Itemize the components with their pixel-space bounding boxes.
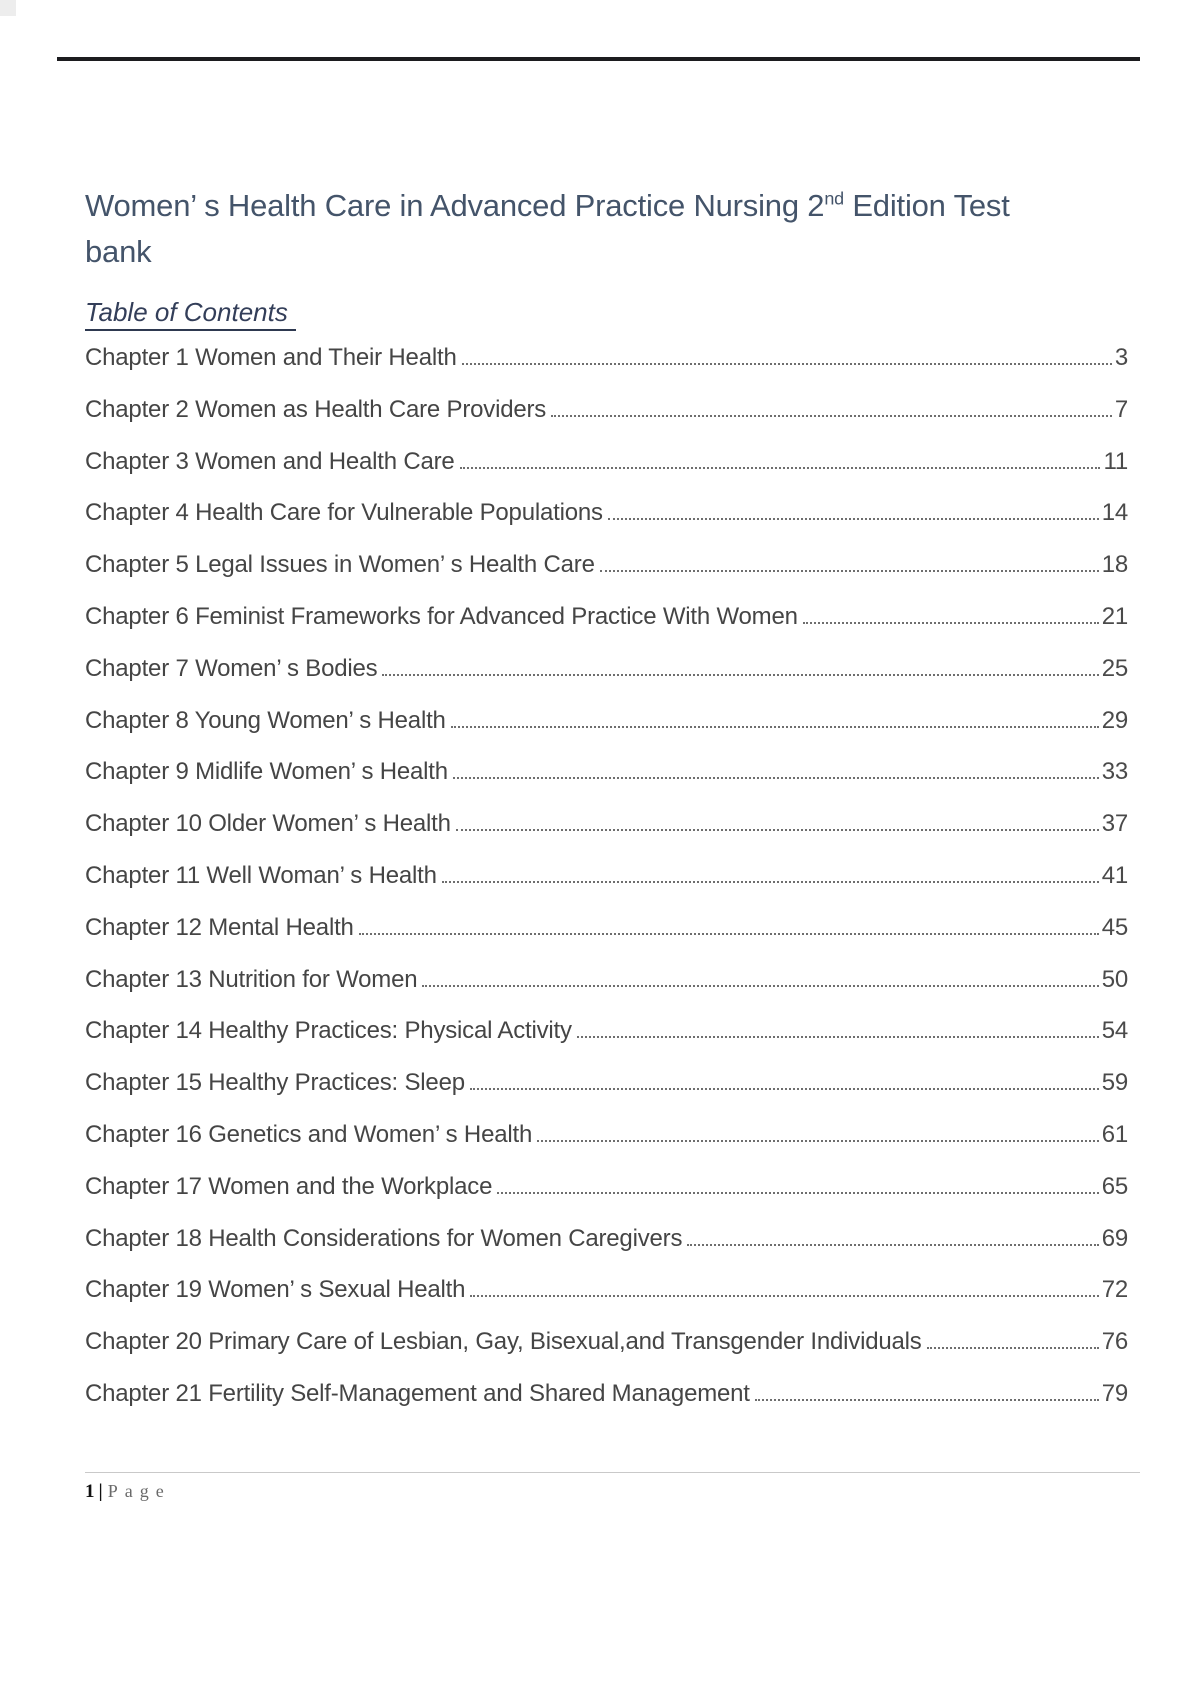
toc-entry-label: Chapter 11 Well Woman’ s Health bbox=[85, 861, 437, 889]
toc-leader-dots bbox=[460, 465, 1101, 469]
toc-entry-label: Chapter 14 Healthy Practices: Physical Activity bbox=[85, 1017, 572, 1045]
toc-entry bbox=[85, 746, 1128, 798]
toc-entry-label: Chapter 18 Health Considerations for Women Caregivers bbox=[85, 1224, 683, 1252]
toc-entry-label: Chapter 9 Midlife Women’ s Health bbox=[85, 758, 448, 786]
toc-entry bbox=[85, 1109, 1128, 1161]
toc-leader-dots bbox=[382, 672, 1098, 676]
toc-entry-label: Chapter 7 Women’ s Bodies bbox=[85, 654, 378, 682]
toc-entry-label: Chapter 8 Young Women’ s Health bbox=[85, 706, 446, 734]
toc-entry bbox=[85, 384, 1128, 436]
toc-leader-dots bbox=[497, 1190, 1098, 1194]
toc-leader-dots bbox=[755, 1397, 1099, 1401]
toc-leader-dots bbox=[462, 361, 1112, 365]
toc-entry-page: 69 bbox=[1101, 1224, 1128, 1252]
toc-entry bbox=[85, 1005, 1128, 1057]
toc-entry bbox=[85, 1213, 1128, 1265]
footer-page-number: 1 bbox=[85, 1481, 95, 1502]
toc-entry bbox=[85, 954, 1128, 1006]
footer-separator: | bbox=[98, 1481, 103, 1502]
toc-entry-label: Chapter 13 Nutrition for Women bbox=[85, 965, 418, 993]
toc-entry bbox=[85, 591, 1128, 643]
toc-entry bbox=[85, 695, 1128, 747]
toc-leader-dots bbox=[456, 827, 1099, 831]
toc-entry-label: Chapter 15 Healthy Practices: Sleep bbox=[85, 1069, 465, 1097]
toc-entry-page: 50 bbox=[1101, 965, 1128, 993]
toc-entry-label: Chapter 10 Older Women’ s Health bbox=[85, 810, 451, 838]
toc-entry-page: 29 bbox=[1101, 706, 1128, 734]
toc-entry-page: 33 bbox=[1101, 758, 1128, 786]
toc-entry-label: Chapter 21 Fertility Self-Management and Shared Management bbox=[85, 1379, 750, 1407]
toc-entry bbox=[85, 1264, 1128, 1316]
toc-entry-page: 76 bbox=[1101, 1328, 1128, 1356]
toc-leader-dots bbox=[803, 620, 1099, 624]
toc-leader-dots bbox=[451, 724, 1099, 728]
toc-list bbox=[85, 332, 1128, 1420]
toc-entry bbox=[85, 487, 1128, 539]
toc-leader-dots bbox=[687, 1242, 1098, 1246]
document-title-line2: bank bbox=[85, 234, 152, 269]
toc-entry-page: 79 bbox=[1101, 1379, 1128, 1407]
toc-entry-page: 72 bbox=[1101, 1276, 1128, 1304]
toc-leader-dots bbox=[577, 1034, 1099, 1038]
page-footer bbox=[85, 1479, 171, 1504]
toc-entry-label: Chapter 16 Genetics and Women’ s Health bbox=[85, 1120, 533, 1148]
toc-entry-page: 7 bbox=[1114, 395, 1128, 423]
toc-entry-page: 3 bbox=[1114, 344, 1128, 371]
toc-entry-page: 37 bbox=[1101, 810, 1128, 838]
toc-leader-dots bbox=[453, 775, 1099, 779]
toc-leader-dots bbox=[608, 516, 1099, 520]
footer-divider-rule bbox=[85, 1472, 1140, 1473]
toc-entry bbox=[85, 850, 1128, 902]
toc-entry-label: Chapter 3 Women and Health Care bbox=[85, 447, 455, 475]
toc-entry-page: 25 bbox=[1101, 654, 1128, 682]
toc-entry-label: Chapter 2 Women as Health Care Providers bbox=[85, 395, 547, 423]
document-title bbox=[85, 183, 1065, 275]
toc-leader-dots bbox=[470, 1293, 1098, 1297]
toc-entry bbox=[85, 539, 1128, 591]
toc-entry-label: Chapter 5 Legal Issues in Women’ s Health Care bbox=[85, 551, 595, 579]
toc-entry-label: Chapter 20 Primary Care of Lesbian, Gay, Bisexual,and Transgender Individuals bbox=[85, 1328, 922, 1356]
toc-entry bbox=[85, 643, 1128, 695]
toc-leader-dots bbox=[442, 879, 1099, 883]
toc-entry bbox=[85, 1368, 1128, 1420]
toc-entry-label: Chapter 17 Women and the Workplace bbox=[85, 1172, 493, 1200]
toc-entry-page: 21 bbox=[1101, 602, 1128, 630]
toc-leader-dots bbox=[551, 413, 1112, 417]
toc-entry-label: Chapter 1 Women and Their Health bbox=[85, 344, 457, 371]
toc-entry-label: Chapter 19 Women’ s Sexual Health bbox=[85, 1276, 466, 1304]
toc-entry-page: 61 bbox=[1101, 1120, 1128, 1148]
toc-leader-dots bbox=[927, 1345, 1099, 1349]
toc-leader-dots bbox=[600, 568, 1099, 572]
document-title-line1-rest: Edition Test bbox=[843, 188, 1010, 223]
toc-entry-label: Chapter 6 Feminist Frameworks for Advanced Practice With Women bbox=[85, 602, 798, 630]
toc-leader-dots bbox=[422, 983, 1098, 987]
corner-artifact bbox=[0, 0, 16, 16]
toc-entry bbox=[85, 436, 1128, 488]
toc-entry-label: Chapter 4 Health Care for Vulnerable Populations bbox=[85, 499, 603, 527]
toc-entry-page: 45 bbox=[1101, 913, 1128, 941]
toc-entry bbox=[85, 1057, 1128, 1109]
toc-entry-page: 65 bbox=[1101, 1172, 1128, 1200]
toc-leader-dots bbox=[537, 1138, 1099, 1142]
document-title-line1-prefix: Women’ s Health Care in Advanced Practice Nursing 2 bbox=[85, 188, 825, 223]
toc-leader-dots bbox=[359, 931, 1099, 935]
toc-leader-dots bbox=[470, 1086, 1099, 1090]
toc-entry-page: 18 bbox=[1101, 551, 1128, 579]
toc-heading: Table of Contents bbox=[85, 297, 296, 331]
footer-page-label: Page bbox=[107, 1481, 171, 1501]
toc-entry bbox=[85, 1316, 1128, 1368]
toc-entry-page: 54 bbox=[1101, 1017, 1128, 1045]
toc-entry-page: 11 bbox=[1103, 447, 1128, 475]
toc-entry-page: 14 bbox=[1101, 499, 1128, 527]
toc-entry bbox=[85, 1161, 1128, 1213]
toc-entry-page: 41 bbox=[1101, 861, 1128, 889]
top-border-rule bbox=[57, 57, 1140, 61]
toc-entry bbox=[85, 798, 1128, 850]
toc-entry-page: 59 bbox=[1101, 1069, 1128, 1097]
toc-entry-label: Chapter 12 Mental Health bbox=[85, 913, 354, 941]
document-title-ordinal-superscript: nd bbox=[824, 188, 844, 209]
toc-entry bbox=[85, 902, 1128, 954]
toc-entry bbox=[85, 332, 1128, 384]
